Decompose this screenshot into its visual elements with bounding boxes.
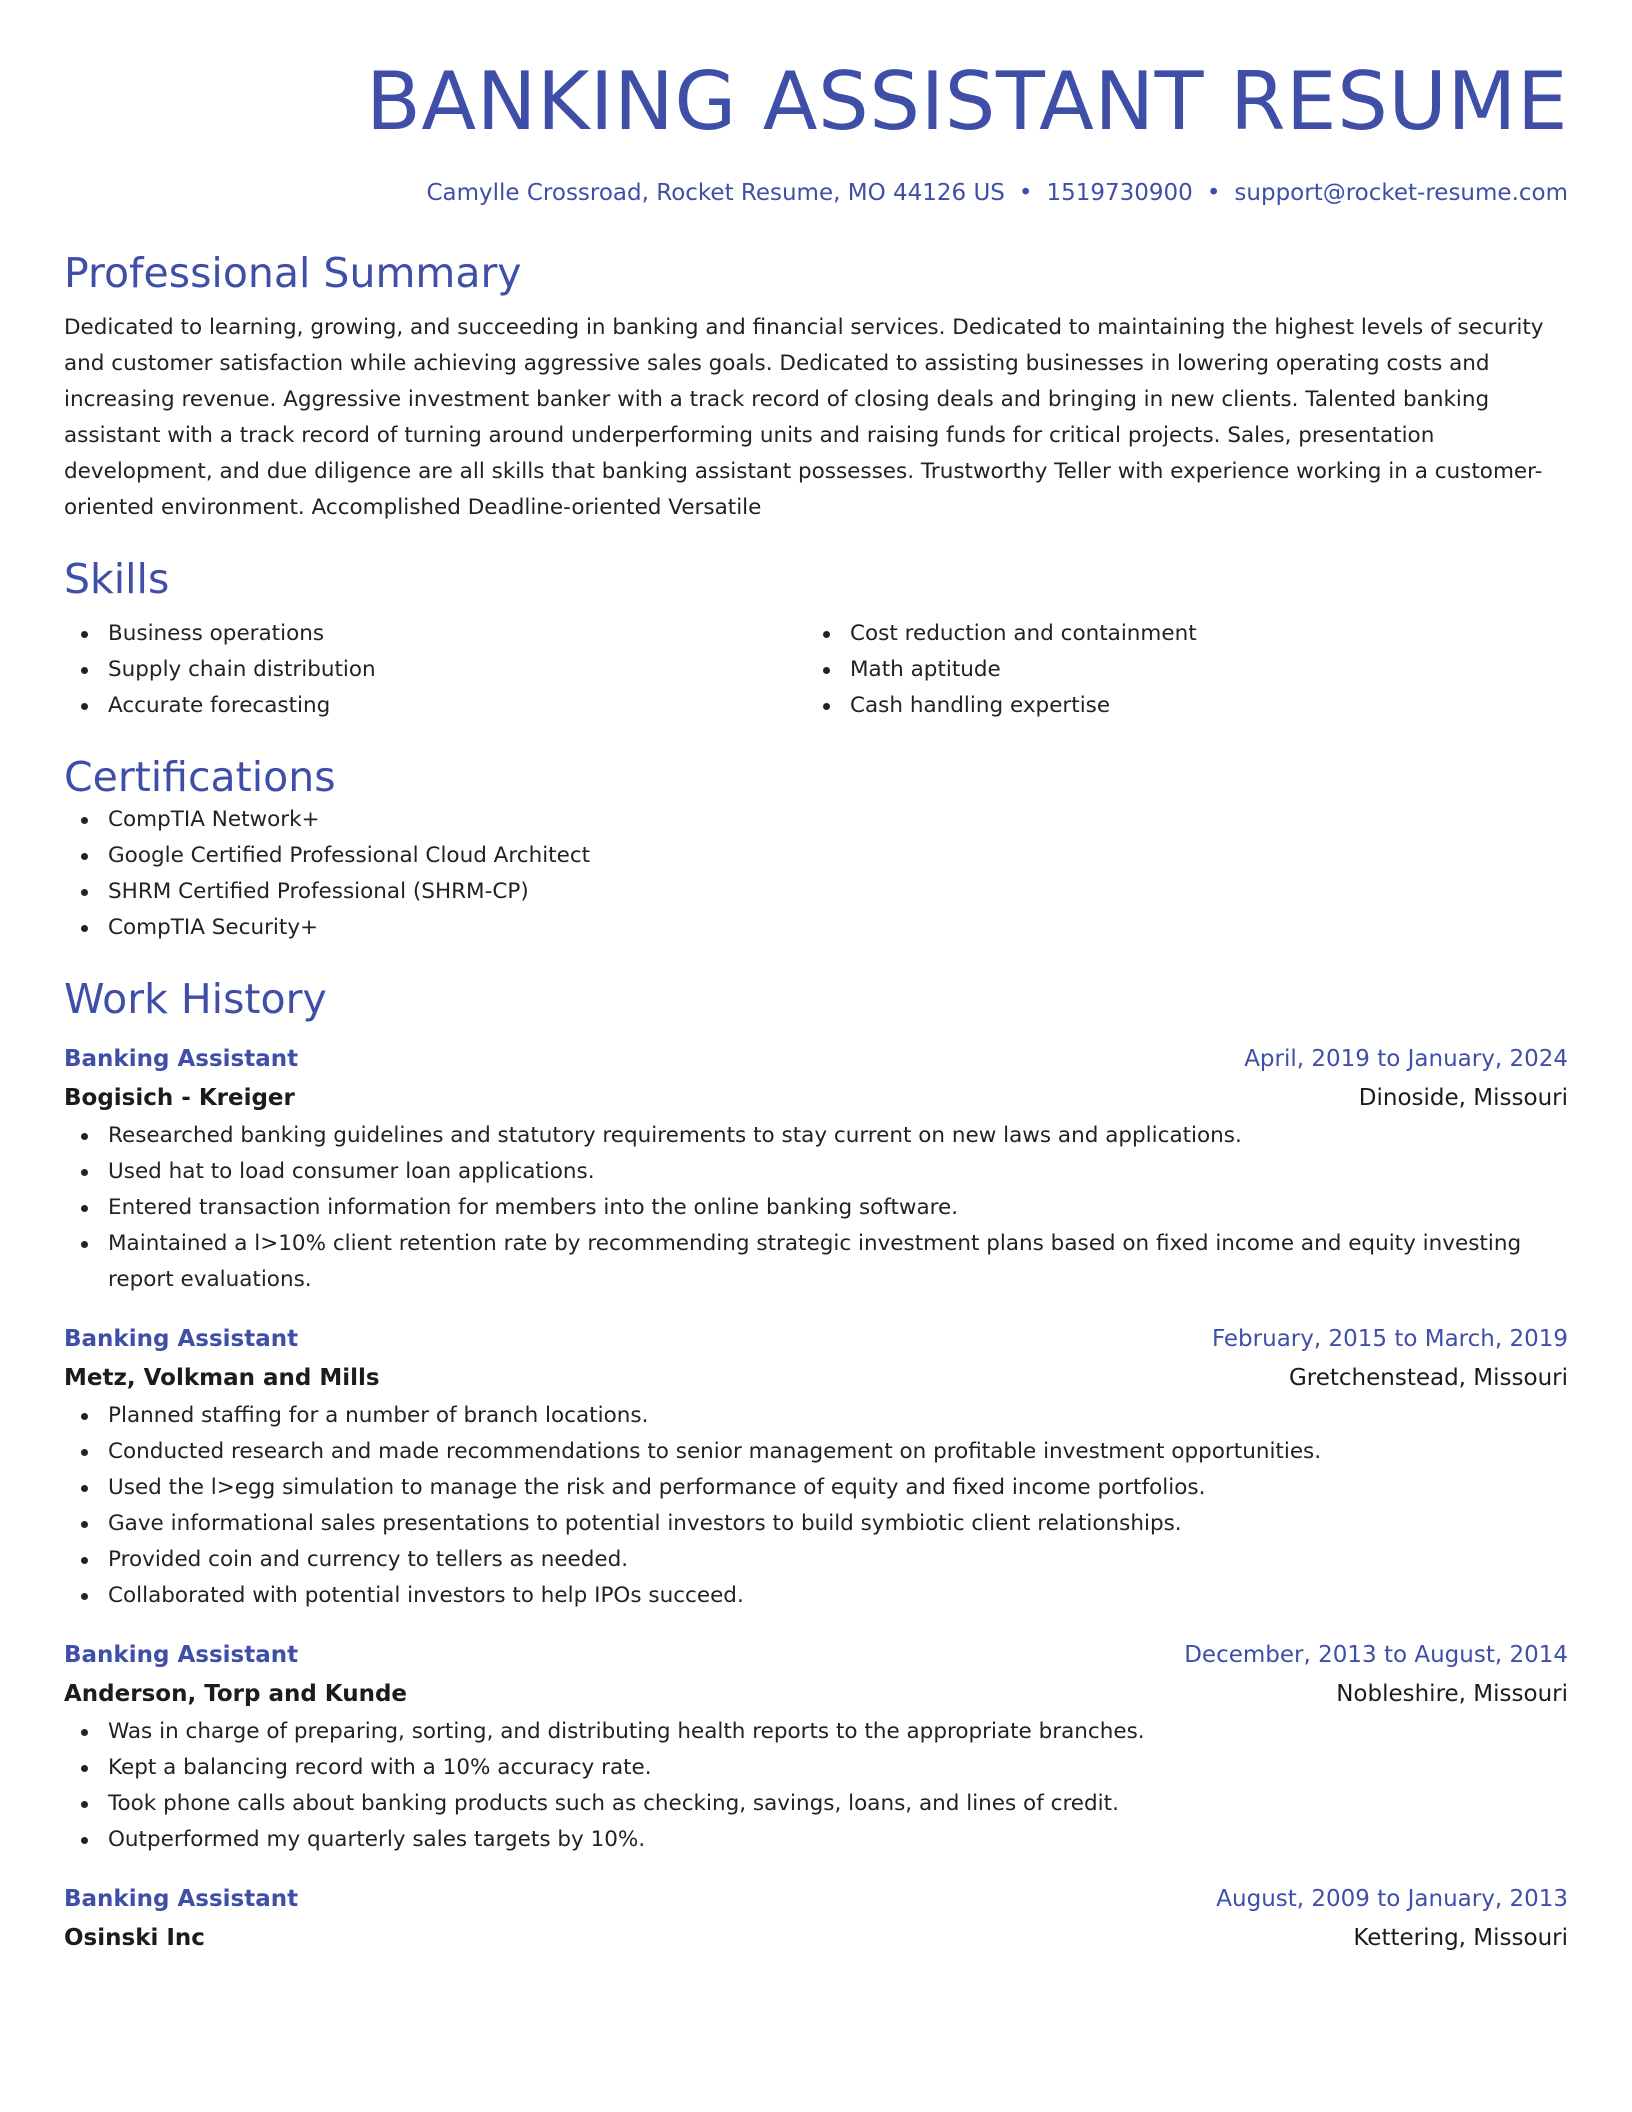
job-bullet-list <box>64 1118 1568 1298</box>
skill-item: Business operations <box>64 616 806 652</box>
job-company: Anderson, Torp and Kunde <box>64 1681 408 1707</box>
job-entry <box>64 1880 1568 1958</box>
contact-separator: • <box>1206 180 1221 206</box>
job-bullet: Took phone calls about banking products such as checking, savings, loans, and lines of credit. <box>64 1786 1568 1822</box>
job-header-row <box>64 1636 1568 1674</box>
skill-item: Math aptitude <box>806 652 1548 688</box>
job-title: Banking Assistant <box>64 1046 299 1072</box>
job-title: Banking Assistant <box>64 1326 299 1352</box>
skills-column-right <box>806 616 1548 724</box>
job-entry <box>64 1636 1568 1858</box>
job-location: Gretchenstead, Missouri <box>1288 1365 1568 1391</box>
job-dates: February, 2015 to March, 2019 <box>1211 1326 1568 1352</box>
job-bullet: Planned staffing for a number of branch locations. <box>64 1398 1568 1434</box>
contact-address: Camylle Crossroad, Rocket Resume, MO 44126 US <box>426 180 1005 206</box>
skill-item: Accurate forecasting <box>64 688 806 724</box>
job-bullet: Gave informational sales presentations to potential investors to build symbiotic client relationships. <box>64 1506 1568 1542</box>
job-company: Osinski Inc <box>64 1925 205 1951</box>
job-company: Bogisich - Kreiger <box>64 1085 295 1111</box>
job-bullet: Provided coin and currency to tellers as needed. <box>64 1542 1568 1578</box>
certification-item: CompTIA Network+ <box>64 802 1568 838</box>
job-title: Banking Assistant <box>64 1642 299 1668</box>
job-header-row <box>64 1320 1568 1358</box>
job-title: Banking Assistant <box>64 1886 299 1912</box>
certifications-heading: Certifications <box>64 753 336 801</box>
job-company: Metz, Volkman and Mills <box>64 1365 380 1391</box>
certification-item: CompTIA Security+ <box>64 910 1568 946</box>
skills-heading: Skills <box>64 555 170 603</box>
contact-separator: • <box>1018 180 1033 206</box>
contact-email: support@rocket-resume.com <box>1234 180 1568 206</box>
job-bullet: Conducted research and made recommendations to senior management on profitable investment opportunities. <box>64 1434 1568 1470</box>
certification-item: Google Certified Professional Cloud Architect <box>64 838 1568 874</box>
job-company-row <box>64 1358 1568 1398</box>
job-bullet: Used hat to load consumer loan applications. <box>64 1154 1568 1190</box>
skill-item: Supply chain distribution <box>64 652 806 688</box>
job-company-row <box>64 1674 1568 1714</box>
job-dates: April, 2019 to January, 2024 <box>1244 1046 1568 1072</box>
job-location: Kettering, Missouri <box>1353 1925 1568 1951</box>
skills-list-left <box>64 616 806 724</box>
job-header-row <box>64 1880 1568 1918</box>
certifications-list <box>64 802 1568 946</box>
skills-grid <box>64 616 1568 724</box>
job-bullet: Entered transaction information for members into the online banking software. <box>64 1190 1568 1226</box>
job-dates: December, 2013 to August, 2014 <box>1184 1642 1568 1668</box>
job-header-row <box>64 1040 1568 1078</box>
skill-item: Cost reduction and containment <box>806 616 1548 652</box>
job-entry <box>64 1320 1568 1614</box>
job-location: Nobleshire, Missouri <box>1336 1681 1568 1707</box>
skills-column-left <box>64 616 806 724</box>
job-entry <box>64 1040 1568 1298</box>
work-history-heading: Work History <box>64 975 327 1023</box>
summary-heading: Professional Summary <box>64 249 522 297</box>
job-company-row <box>64 1918 1568 1958</box>
certification-item: SHRM Certified Professional (SHRM-CP) <box>64 874 1568 910</box>
contact-phone: 1519730900 <box>1046 180 1193 206</box>
job-bullet: Was in charge of preparing, sorting, and distributing health reports to the appropriate branches. <box>64 1714 1568 1750</box>
skills-list-right <box>806 616 1548 724</box>
job-dates: August, 2009 to January, 2013 <box>1216 1886 1568 1912</box>
job-company-row <box>64 1078 1568 1118</box>
job-bullet-list <box>64 1714 1568 1858</box>
job-bullet: Collaborated with potential investors to help IPOs succeed. <box>64 1578 1568 1614</box>
resume-page <box>64 0 1568 1958</box>
summary-text: Dedicated to learning, growing, and succeeding in banking and financial services. Dedicated to maintaining the highest levels of security and customer satisfaction while achieving aggressive sales goals. Dedicated to assisting businesses in lowering operating costs and increasing revenue. Aggressive investment banker with a track record of closing deals and bringing in new clients. Talented banking assistant with a track record of turning around underperforming units and raising funds for critical projects. Sales, presentation development, and due diligence are all skills that banking assistant possesses. Trustworthy Teller with experience working in a customer-oriented environment. Accomplished Deadline-oriented Versatile <box>64 315 1544 520</box>
job-location: Dinoside, Missouri <box>1358 1085 1568 1111</box>
resume-title: BANKING ASSISTANT RESUME <box>366 55 1568 148</box>
job-bullet-list <box>64 1398 1568 1614</box>
job-bullet: Kept a balancing record with a 10% accuracy rate. <box>64 1750 1568 1786</box>
job-bullet: Outperformed my quarterly sales targets by 10%. <box>64 1822 1568 1858</box>
skill-item: Cash handling expertise <box>806 688 1548 724</box>
job-bullet: Researched banking guidelines and statutory requirements to stay current on new laws and applications. <box>64 1118 1568 1154</box>
job-bullet: Maintained a l>10% client retention rate by recommending strategic investment plans based on fixed income and equity investing report evaluations. <box>64 1226 1568 1298</box>
contact-line <box>64 178 1568 208</box>
job-bullet: Used the l>egg simulation to manage the risk and performance of equity and fixed income portfolios. <box>64 1470 1568 1506</box>
